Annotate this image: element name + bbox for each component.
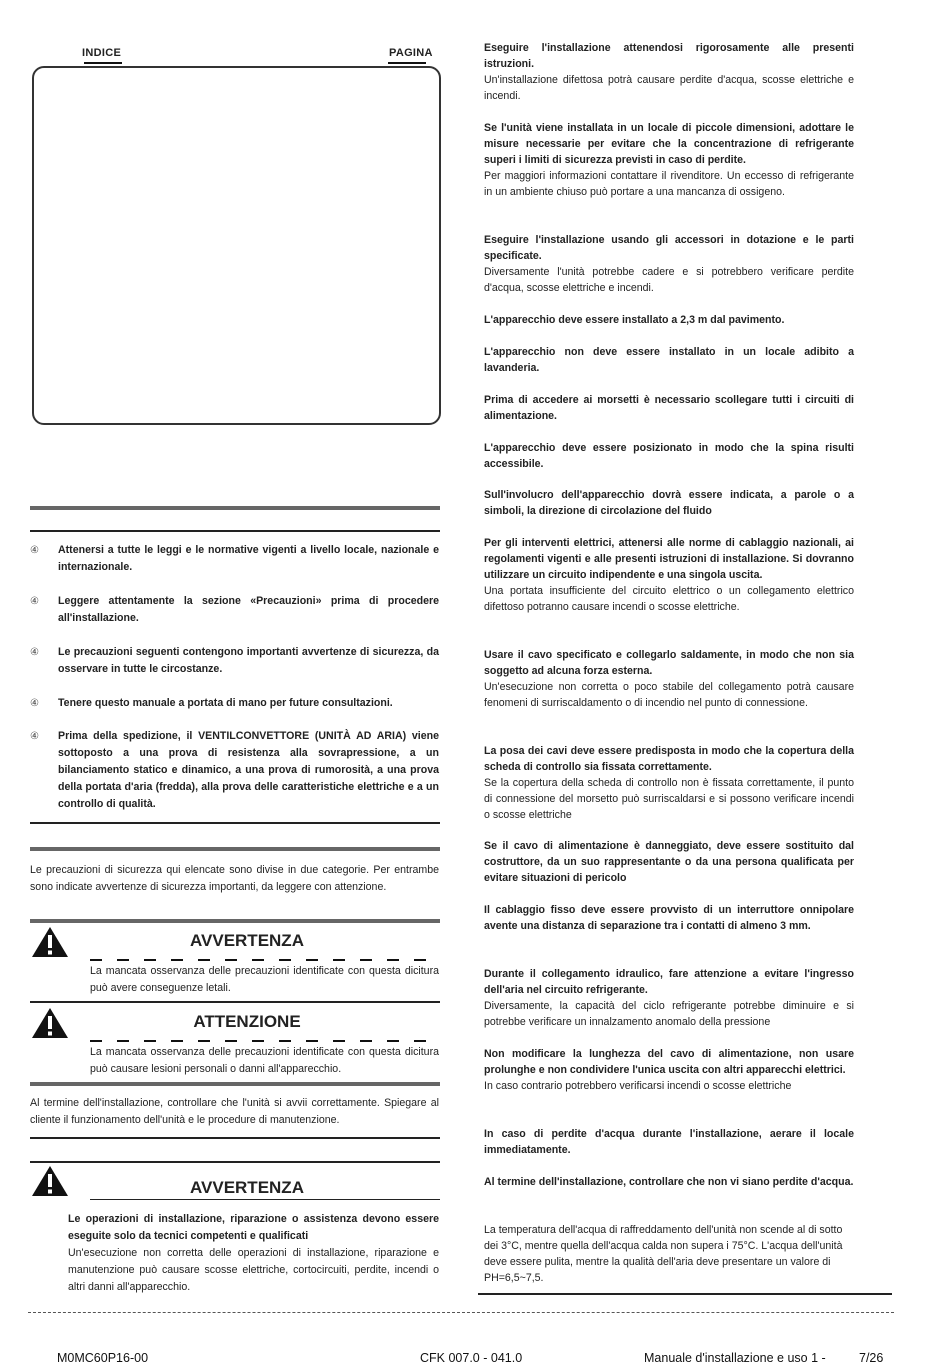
instruction-bold: L'apparecchio deve essere posizionato in modo che la spina risulti accessibile.	[484, 442, 854, 470]
bullet-text: Attenersi a tutte le leggi e le normative vigenti a livello locale, nazionale e internazionale.	[58, 544, 439, 573]
instruction-block	[484, 902, 854, 934]
section-rule	[30, 1137, 440, 1139]
instruction-block	[484, 966, 854, 1030]
instruction-block	[484, 40, 854, 104]
instruction-text: In caso contrario potrebbero verificarsi incendi o scosse elettriche	[484, 1080, 792, 1092]
instruction-bold: La posa dei cavi deve essere predisposta in modo che la copertura della scheda di controllo sia fissata correttamente.	[484, 745, 854, 773]
bullet-icon: ④	[30, 596, 39, 607]
caution-title: ATTENZIONE	[193, 1012, 301, 1031]
footer-model: CFK 007.0 - 041.0	[420, 1351, 523, 1365]
instruction-bold: L'apparecchio deve essere installato a 2,3 m dal pavimento.	[484, 314, 785, 326]
caution-triangle-icon	[31, 1007, 69, 1039]
instruction-bold: Prima di accedere ai morsetti è necessario scollegare tutti i circuiti di alimentazione.	[484, 394, 854, 422]
section-rule	[478, 1293, 892, 1295]
instruction-bold: Se il cavo di alimentazione è danneggiato, deve essere sostituito dal costruttore, da un suo rappresentante o da una persona qualificata per evitare situazioni di pericolo	[484, 840, 854, 884]
bullet-icon: ④	[30, 647, 39, 658]
instruction-bold: Al termine dell'installazione, controllare che non vi siano perdite d'acqua.	[484, 1176, 854, 1188]
warning-triangle-icon	[31, 1165, 69, 1197]
bullet-icon: ④	[30, 545, 39, 556]
caution-text: La mancata osservanza delle precauzioni identificate con questa dicitura può causare lesioni personali o danni all'apparecchio.	[90, 1046, 439, 1075]
dashed-divider	[90, 1040, 440, 1042]
instruction-bold: In caso di perdite d'acqua durante l'installazione, aerare il locale immediatamente.	[484, 1128, 854, 1156]
instruction-block	[484, 838, 854, 886]
instruction-block	[484, 743, 854, 823]
instruction-text: Una portata insufficiente del circuito elettrico o un collegamento elettrico difettoso potranno causare incendi o scosse elettriche.	[484, 585, 854, 613]
section-rule	[30, 919, 440, 923]
bullet-text: Tenere questo manuale a portata di mano per future consultazioni.	[58, 697, 393, 709]
bullet-text: Le precauzioni seguenti contengono importanti avvertenze di sicurezza, da osservare in tutte le circostanze.	[58, 646, 439, 675]
instruction-block	[484, 232, 854, 296]
section-rule	[30, 1082, 440, 1086]
instruction-block	[484, 487, 854, 519]
precautions-intro: Le precauzioni di sicurezza qui elencate sono divise in due categorie. Per entrambe sono indicate avvertenze di sicurezza importanti, da leggere con attenzione.	[30, 864, 439, 893]
instruction-bold: L'apparecchio non deve essere installato in un locale adibito a lavanderia.	[484, 346, 854, 374]
bullet-icon: ④	[30, 698, 39, 709]
warning-triangle-icon	[31, 926, 69, 958]
section-rule	[90, 1199, 440, 1200]
instruction-block	[484, 1126, 854, 1158]
instruction-bold: Per gli interventi elettrici, attenersi alle norme di cablaggio nazionali, ai regolamenti vigenti e alle presenti istruzioni di installazione. Si dovranno utilizzare un circuito indipendente e una singola uscita.	[484, 537, 854, 581]
section-rule	[30, 506, 440, 510]
page-label-underline	[388, 62, 426, 64]
instruction-text: Se la copertura della scheda di controllo non è fissata correttamente, il punto di connessione del morsetto può surriscaldarsi e si possono verificare incendi o scosse elettriche	[484, 777, 854, 821]
warning-title: AVVERTENZA	[190, 1178, 304, 1197]
after-install-note: Al termine dell'installazione, controllare che l'unità si avvii correttamente. Spiegare al cliente il funzionamento dell'unità e le procedure di manutenzione.	[30, 1097, 439, 1126]
instruction-text: Diversamente, la capacità del ciclo refrigerante potrebbe diminuire e si potrebbe verificare un innalzamento anomalo della pressione	[484, 1000, 854, 1028]
bullet-icon: ④	[30, 731, 39, 742]
warning-title: AVVERTENZA	[190, 931, 304, 950]
instruction-block	[484, 440, 854, 472]
footer-page-number: 7/26	[859, 1351, 884, 1365]
instruction-block	[484, 1046, 854, 1094]
instruction-text: Un'esecuzione non corretta o poco stabile del collegamento potrà causare fenomeni di surriscaldamento o di incendio nel punto di connessione.	[484, 681, 854, 709]
instruction-block	[484, 312, 854, 328]
instruction-bold: Non modificare la lunghezza del cavo di alimentazione, non usare prolunghe e non condividere l'unica uscita con altri apparecchi elettrici.	[484, 1048, 854, 1076]
dashed-divider	[90, 959, 440, 961]
instruction-text: Un'installazione difettosa potrà causare perdite d'acqua, scosse elettriche e incendi.	[484, 74, 854, 102]
instruction-text: La temperatura dell'acqua di raffreddamento dell'unità non scende al di sotto dei 3°C, mentre quella dell'acqua calda non supera i 75°C. L'acqua dell'unità deve essere pulita, mentre la qualità dell'aria deve presentare un valore di PH=6,5~7,5.	[484, 1224, 843, 1284]
section-rule	[30, 530, 440, 532]
instruction-bold: Durante il collegamento idraulico, fare attenzione a evitare l'ingresso dell'aria nel circuito refrigerante.	[484, 968, 854, 996]
index-box	[32, 66, 441, 425]
footer-manual-title: Manuale d'installazione e uso 1 -	[644, 1351, 826, 1365]
index-label: INDICE	[82, 47, 122, 59]
instruction-bold: Se l'unità viene installata in un locale di piccole dimensioni, adottare le misure necessarie per evitare che la concentrazione di refrigerante superi i limiti di sicurezza previsti in caso di perdite.	[484, 122, 854, 166]
section-rule	[30, 847, 440, 851]
warning-text: La mancata osservanza delle precauzioni identificate con questa dicitura può avere conseguenze letali.	[90, 965, 439, 994]
instruction-block	[484, 1174, 854, 1190]
instruction-text: Diversamente l'unità potrebbe cadere e si potrebbero verificare perdite d'acqua, scosse elettriche e incendi.	[484, 266, 854, 294]
section-rule	[30, 822, 440, 824]
instruction-block	[484, 535, 854, 615]
instruction-bold: Eseguire l'installazione attenendosi rigorosamente alle presenti istruzioni.	[484, 42, 854, 70]
instruction-block	[484, 344, 854, 376]
warning-text: Un'esecuzione non corretta delle operazioni di installazione, riparazione e manutenzione può causare scosse elettriche, cortocircuiti, perdite, incendi o altri danni all'apparecchio.	[68, 1247, 439, 1293]
footer-doc-code: M0MC60P16-00	[57, 1351, 149, 1365]
bullet-text: Leggere attentamente la sezione «Precauzioni» prima di procedere all'installazione.	[58, 595, 439, 624]
page-label: PAGINA	[389, 47, 433, 59]
instruction-block	[484, 392, 854, 424]
instruction-block	[484, 1222, 854, 1286]
instruction-text: Per maggiori informazioni contattare il rivenditore. Un eccesso di refrigerante in un ambiente chiuso può portare a una mancanza di ossigeno.	[484, 170, 854, 198]
warning-bold-text: Le operazioni di installazione, riparazione o assistenza devono essere eseguite solo da tecnici competenti e qualificati	[68, 1213, 439, 1242]
instruction-bold: Il cablaggio fisso deve essere provvisto di un interruttore onnipolare avente una distanza di separazione tra i contatti di almeno 3 mm.	[484, 904, 854, 932]
bullet-text: Prima della spedizione, il VENTILCONVETTORE (UNITÀ AD ARIA) viene sottoposto a una prova di resistenza alla sovrapressione, a un bilanciamento statico e dinamico, a una prova di rumorosità, a una prova della portata d'aria (fredda), alla prova delle caratteristiche elettriche e a un controllo di qualità.	[58, 730, 439, 810]
instruction-bold: Eseguire l'installazione usando gli accessori in dotazione e le parti specificate.	[484, 234, 854, 262]
footer-separator	[28, 1312, 894, 1313]
instruction-bold: Sull'involucro dell'apparecchio dovrà essere indicata, a parole o a simboli, la direzione di circolazione del fluido	[484, 489, 854, 517]
section-rule	[30, 1001, 440, 1003]
section-rule	[30, 1161, 440, 1163]
instruction-block	[484, 647, 854, 711]
instruction-block	[484, 120, 854, 200]
index-label-underline	[84, 62, 122, 64]
instruction-bold: Usare il cavo specificato e collegarlo saldamente, in modo che non sia soggetto ad alcuna forza esterna.	[484, 649, 854, 677]
